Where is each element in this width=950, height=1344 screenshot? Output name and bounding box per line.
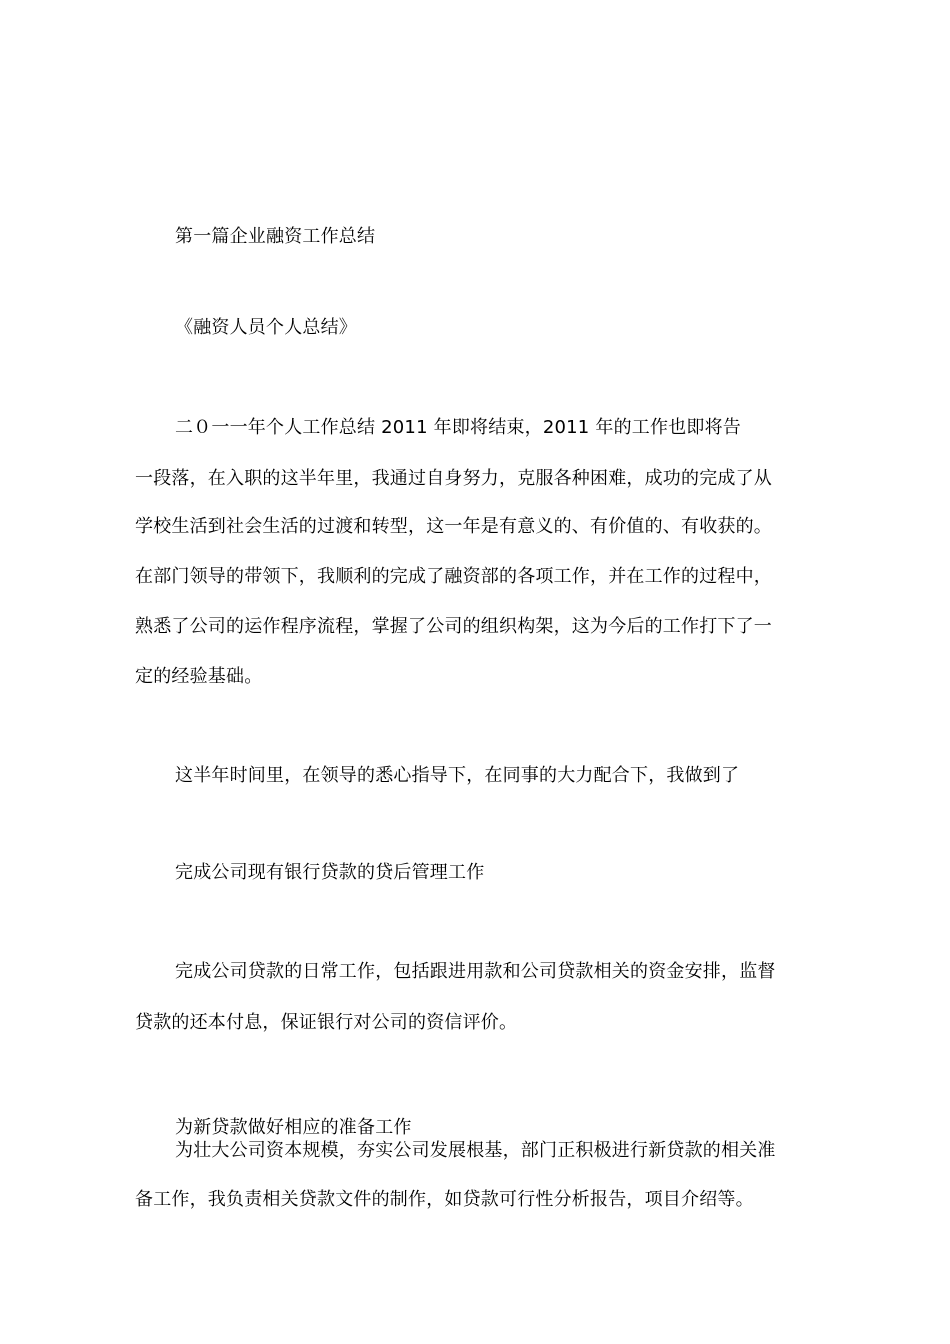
paragraph-line: 贷款的还本付息，保证银行对公司的资信评价。 bbox=[135, 1012, 518, 1033]
paragraph-line: 定的经验基础。 bbox=[135, 666, 263, 687]
paragraph-line: 学校生活到社会生活的过渡和转型，这一年是有意义的、有价值的、有收获的。 bbox=[135, 516, 772, 537]
section-heading: 为新贷款做好相应的准备工作 bbox=[175, 1117, 412, 1138]
paragraph-line: 为壮大公司资本规模，夯实公司发展根基，部门正积极进行新贷款的相关准 bbox=[175, 1140, 776, 1161]
paragraph-line: 在部门领导的带领下，我顺利的完成了融资部的各项工作，并在工作的过程中， bbox=[135, 566, 772, 587]
paragraph-line: 这半年时间里，在领导的悉心指导下，在同事的大力配合下，我做到了 bbox=[175, 765, 740, 786]
chapter-title: 第一篇企业融资工作总结 bbox=[175, 226, 376, 247]
paragraph-line: 一段落，在入职的这半年里，我通过自身努力，克服各种困难，成功的完成了从 bbox=[135, 468, 772, 489]
paragraph-line: 熟悉了公司的运作程序流程，掌握了公司的组织构架，这为今后的工作打下了一 bbox=[135, 616, 772, 637]
paragraph-line: 完成公司贷款的日常工作，包括跟进用款和公司贷款相关的资金安排，监督 bbox=[175, 961, 776, 982]
paragraph-line: 备工作，我负责相关贷款文件的制作，如贷款可行性分析报告，项目介绍等。 bbox=[135, 1189, 754, 1210]
section-heading: 完成公司现有银行贷款的贷后管理工作 bbox=[175, 862, 485, 883]
article-title: 《融资人员个人总结》 bbox=[175, 317, 357, 338]
paragraph-line: 二０一一年个人工作总结 2011 年即将结束，2011 年的工作也即将告 bbox=[175, 417, 741, 438]
